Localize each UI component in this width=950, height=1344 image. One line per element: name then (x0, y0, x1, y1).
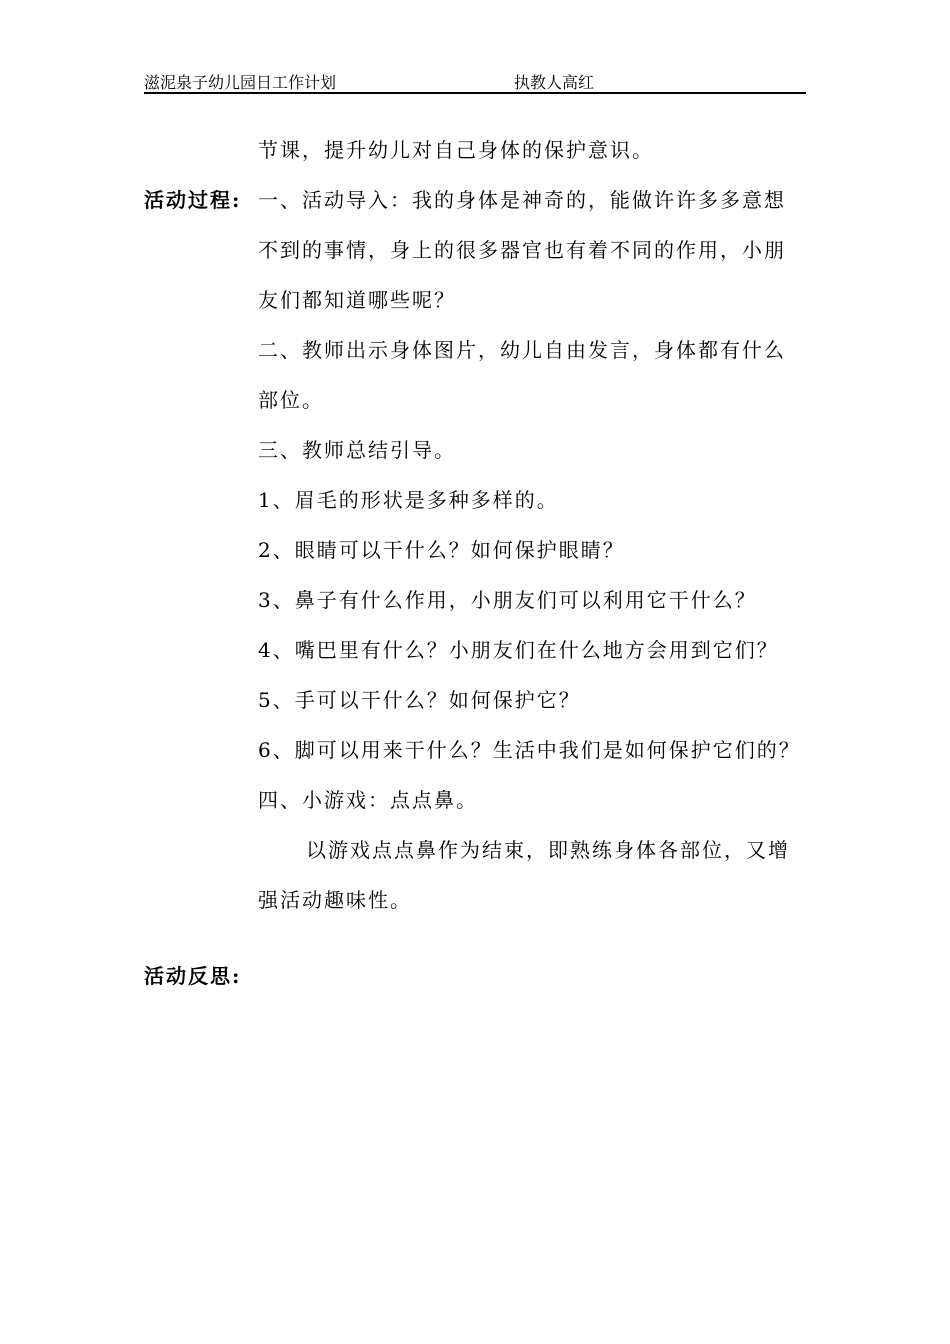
reflection-label: 活动反思: (144, 964, 242, 988)
process-line: 四、小游戏：点点鼻。 (258, 788, 478, 812)
process-line: 三、教师总结引导。 (258, 438, 456, 462)
process-line: 二、教师出示身体图片，幼儿自由发言，身体都有什么 (258, 338, 786, 362)
process-line: 1、眉毛的形状是多种多样的。 (258, 488, 559, 512)
process-line: 6、脚可以用来干什么？生活中我们是如何保护它们的？ (258, 738, 801, 762)
header-teacher: 执教人高红 (514, 73, 595, 92)
header-title: 滋泥泉子幼儿园日工作计划 (144, 73, 337, 92)
process-line: 一、活动导入：我的身体是神奇的，能做许许多多意想 (258, 188, 786, 212)
page-header (144, 68, 806, 94)
process-line: 4、嘴巴里有什么？小朋友们在什么地方会用到它们？ (258, 638, 779, 662)
process-label: 活动过程: (144, 188, 242, 212)
process-line: 部位。 (258, 388, 324, 412)
process-line: 5、手可以干什么？如何保护它？ (258, 688, 581, 712)
process-line: 以游戏点点鼻作为结束，即熟练身体各部位，又增 (306, 838, 790, 862)
process-line: 3、鼻子有什么作用，小朋友们可以利用它干什么？ (258, 588, 757, 612)
process-line: 不到的事情，身上的很多器官也有着不同的作用，小朋 (258, 238, 786, 262)
process-line: 友们都知道哪些呢？ (258, 288, 456, 312)
continuation-text: 节课，提升幼儿对自己身体的保护意识。 (258, 138, 654, 162)
process-line: 2、眼睛可以干什么？如何保护眼睛？ (258, 538, 625, 562)
process-line: 强活动趣味性。 (258, 888, 412, 912)
